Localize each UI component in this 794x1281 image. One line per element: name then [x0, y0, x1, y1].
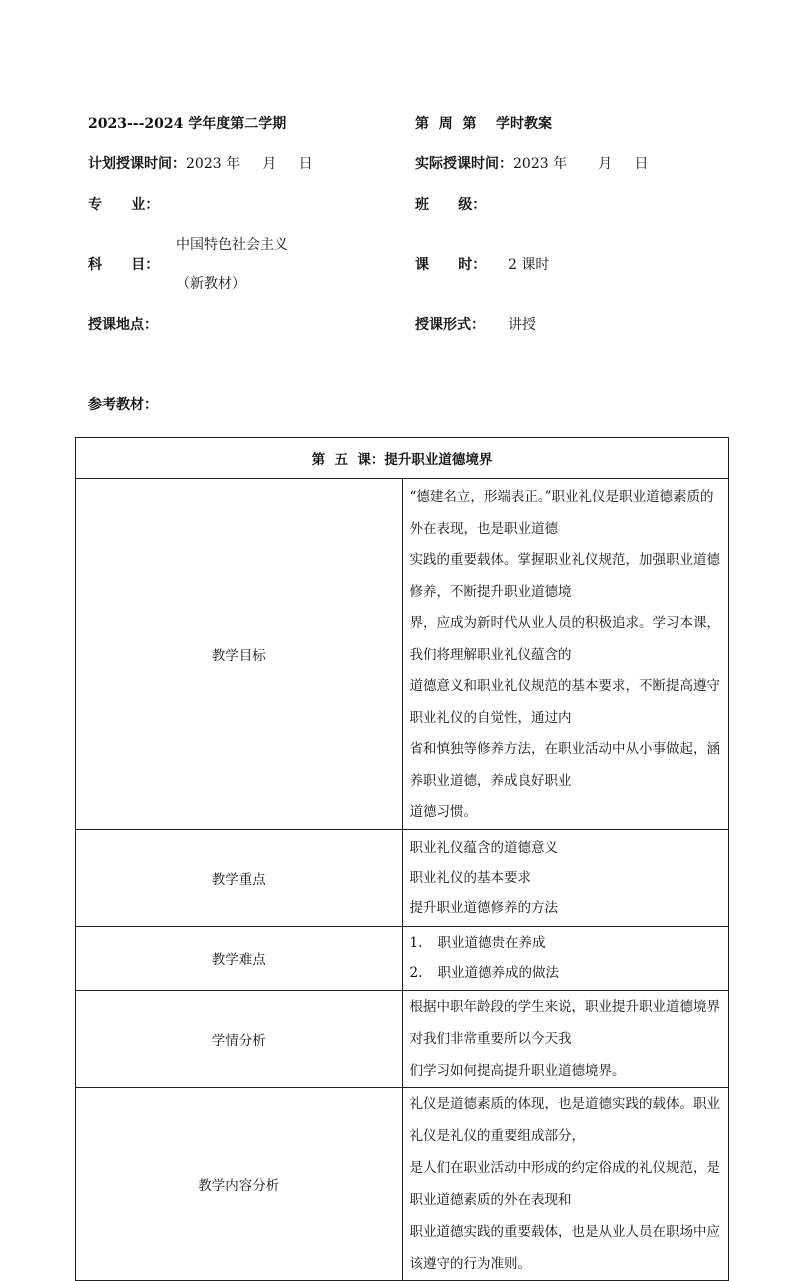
planned-time-label: 计划授课时间： — [88, 156, 186, 172]
week-title: 第 周 第 学时教案 — [415, 116, 552, 132]
text-line: 职业礼仪蕴含的道德意义 — [409, 839, 558, 856]
list-item — [410, 958, 723, 988]
hours-label: 课 时： — [415, 257, 487, 273]
list-text: 职业道德养成的做法 — [437, 965, 559, 981]
row-label-content-analysis: 教学内容分析 — [76, 1087, 403, 1280]
subject-value-line1: 中国特色社会主义 — [176, 237, 288, 253]
text-line: 职业礼仪的基本要求 — [409, 869, 531, 886]
student-analysis-content — [402, 990, 729, 1087]
list-number: 2. — [409, 965, 423, 981]
major-label: 专 业： — [88, 197, 160, 213]
objectives-content — [402, 479, 729, 830]
text-line: 实践的重要载体。掌握职业礼仪规范，加强职业道德修养，不断提升职业道德境 — [409, 552, 720, 600]
row-label-objectives: 教学目标 — [76, 479, 403, 830]
class-label: 班 级： — [415, 197, 487, 213]
table-row — [76, 926, 729, 990]
actual-time-label: 实际授课时间： — [415, 156, 513, 172]
table-row — [76, 479, 729, 830]
lesson-title: 第 五 课：提升职业道德境界 — [76, 438, 729, 479]
text-line: 礼仪是道德素质的体现，也是道德实践的载体。职业礼仪是礼仪的重要组成部分， — [409, 1095, 720, 1144]
row-label-key-points: 教学重点 — [76, 829, 403, 926]
actual-time-value: 2023 年 月 日 — [513, 156, 649, 172]
table-row — [76, 829, 729, 926]
semester-label: 2023---2024 学年度第二学期 — [88, 116, 287, 132]
text-line: 省和慎独等修养方法，在职业活动中从小事做起，涵养职业道德，养成良好职业 — [409, 741, 720, 789]
text-line: 提升职业道德修养的方法 — [409, 899, 558, 916]
form-value: 讲授 — [508, 317, 536, 333]
key-points-content — [402, 829, 729, 926]
hours-value: 2 课时 — [508, 257, 550, 273]
hours-field — [415, 254, 486, 274]
actual-time — [415, 153, 648, 173]
text-line: 职业道德实践的重要载体，也是从业人员在职场中应该遵守的行为准则。 — [409, 1223, 720, 1272]
row-label-student-analysis: 学情分析 — [76, 990, 403, 1087]
text-line: 们学习如何提高提升职业道德境界。 — [409, 1062, 626, 1079]
text-line: 界，应成为新时代从业人员的积极追求。学习本课，我们将理解职业礼仪蕴含的 — [409, 615, 720, 663]
text-line: “德建名立，形端表正。”职业礼仪是职业道德素质的外在表现，也是职业道德 — [409, 489, 714, 537]
reference-label: 参考教材： — [88, 397, 158, 413]
table-title-row — [76, 438, 729, 479]
subject-label: 科 目： — [88, 257, 160, 273]
content-analysis-content — [402, 1087, 729, 1280]
text-line: 根据中职年龄段的学生来说，职业提升职业道德境界对我们非常重要所以今天我 — [409, 998, 720, 1047]
text-line: 是人们在职业活动中形成的约定俗成的礼仪规范，是职业道德素质的外在表现和 — [409, 1159, 720, 1208]
planned-time — [88, 153, 313, 173]
subject-value-line2: （新教材） — [176, 276, 246, 292]
list-number: 1. — [409, 935, 423, 951]
list-item — [410, 928, 723, 958]
text-line: 道德习惯。 — [409, 804, 477, 820]
table-row — [76, 990, 729, 1087]
text-line: 道德意义和职业礼仪规范的基本要求，不断提高遵守职业礼仪的自觉性，通过内 — [409, 678, 720, 726]
lesson-plan-table — [75, 437, 729, 1281]
table-row — [76, 1087, 729, 1280]
difficulties-content — [402, 926, 729, 990]
location-label: 授课地点： — [88, 317, 158, 333]
planned-time-value: 2023 年 月 日 — [186, 156, 313, 172]
list-text: 职业道德贵在养成 — [437, 935, 546, 951]
form-label: 授课形式： — [415, 317, 485, 333]
row-label-difficulties: 教学难点 — [76, 926, 403, 990]
